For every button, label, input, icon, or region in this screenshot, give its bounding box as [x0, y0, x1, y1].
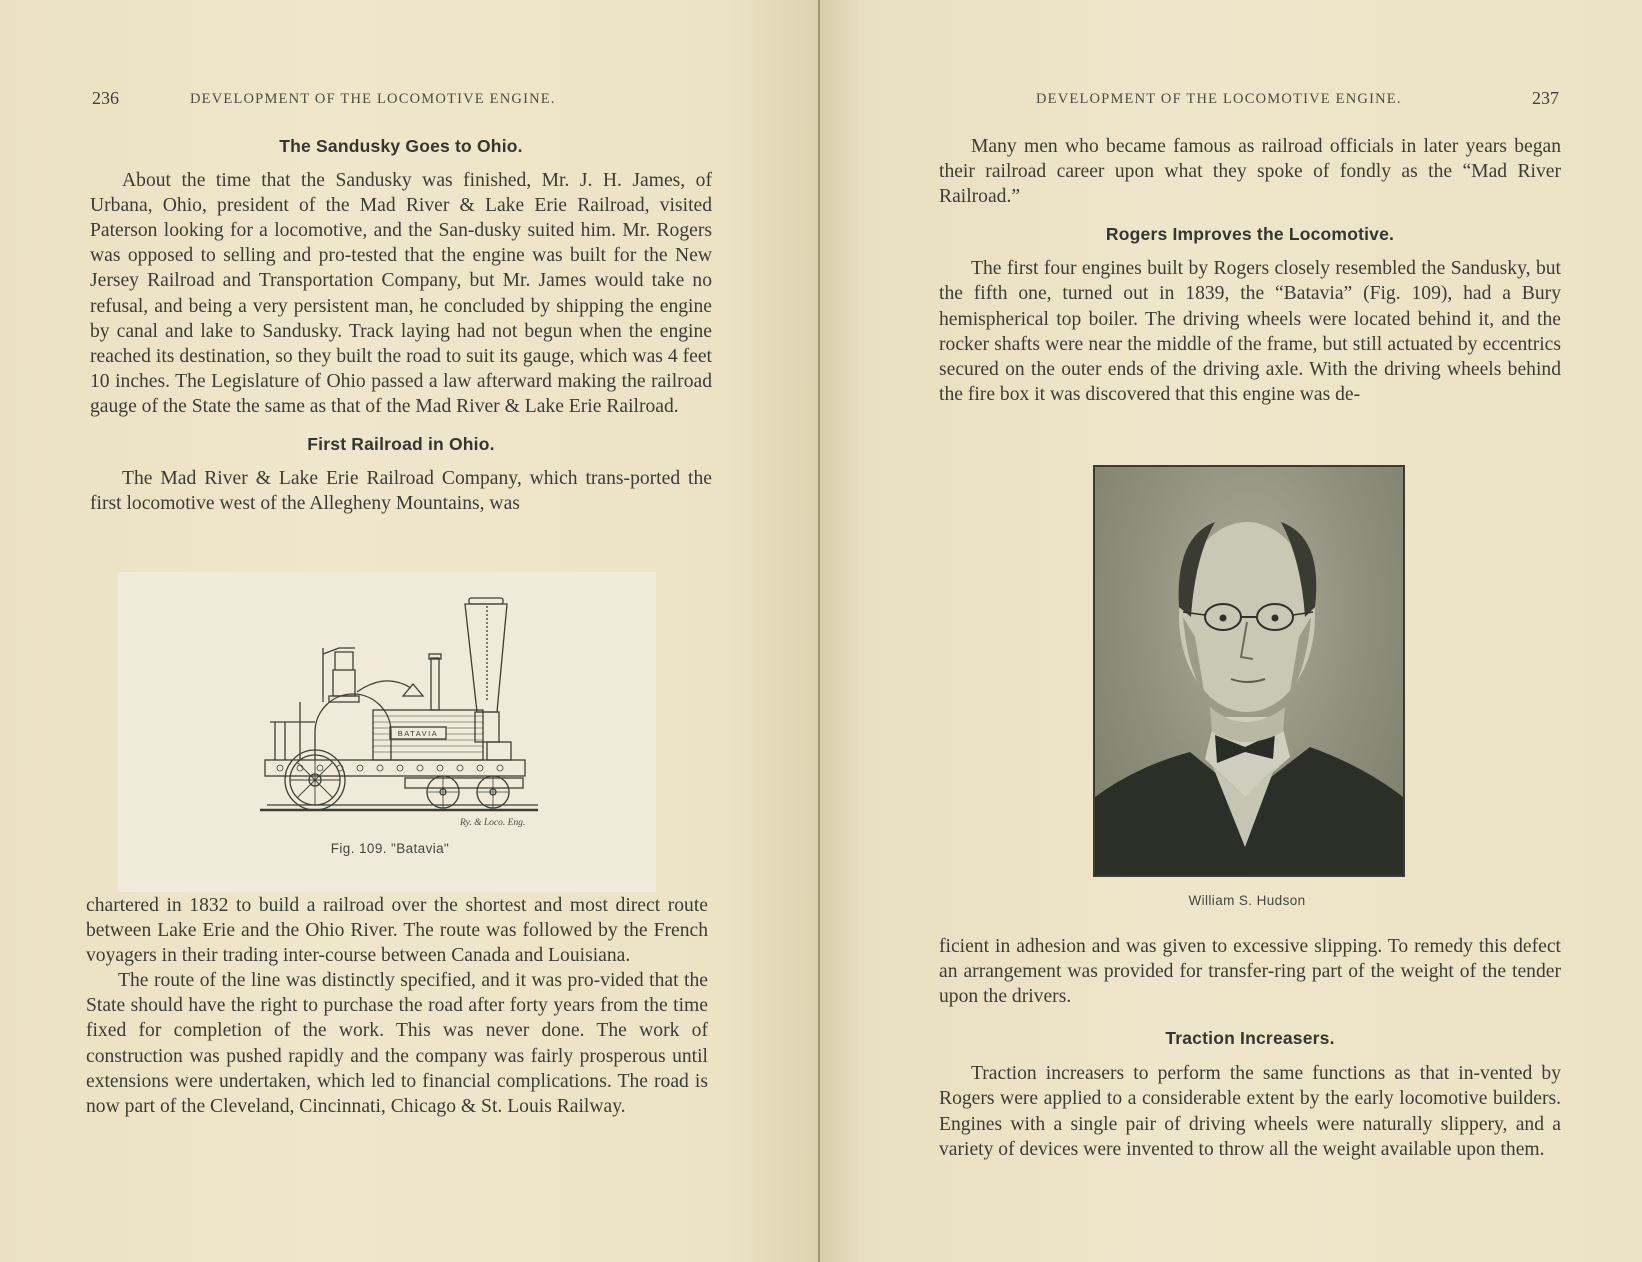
running-head-right: DEVELOPMENT OF THE LOCOMOTIVE ENGINE.: [1036, 91, 1402, 107]
paragraph: The Mad River & Lake Erie Railroad Company, which trans-ported the first locomotive west of the Allegheny Mountains, was: [90, 468, 712, 515]
page-number-right: 237: [1532, 88, 1559, 108]
portrait-photo: [1093, 465, 1405, 877]
paragraph: chartered in 1832 to build a railroad over the shortest and most direct route between Lake Erie and the Ohio River. The route was followed by the French voyagers in their trading inter-course between Canada and Louisiana.: [86, 895, 708, 967]
running-head-left: DEVELOPMENT OF THE LOCOMOTIVE ENGINE.: [190, 91, 556, 107]
paragraph: ficient in adhesion and was given to excessive slipping. To remedy this defect an arrangement was provided for transfer-ring part of the weight of the tender upon the drivers.: [939, 936, 1561, 1008]
paragraph: Many men who became famous as railroad officials in later years began their railroad career upon what they spoke of fondly as the “Mad River Railroad.”: [939, 136, 1561, 208]
right-column-top: [939, 134, 1561, 407]
paragraph: The first four engines built by Rogers closely resembled the Sandusky, but the fifth one, turned out in 1839, the “Batavia” (Fig. 109), had a Bury hemispherical top boiler. The driving wheels were located behind it, and the rocker shafts were near the middle of the frame, but still actuated by eccentrics secured on the outer ends of the driving axle. With the driving wheels behind the fire box it was discovered that this engine was de-: [939, 258, 1561, 405]
left-page: [0, 0, 820, 1262]
paragraph: About the time that the Sandusky was finished, Mr. J. H. James, of Urbana, Ohio, president of the Mad River & Lake Erie Railroad, visited Paterson looking for a locomotive, and the San-dusky suited him. Mr. Rogers was opposed to selling and pro-tested that the engine was built for the New Jersey Railroad and Transportation Company, but Mr. James would take no refusal, and being a very persistent man, he concluded by shipping the engine by canal and lake to Sandusky. Track laying had not begun when the engine reached its destination, so they built the road to suit its gauge, which was 4 feet 10 inches. The Legislature of Ohio passed a law afterward making the railroad gauge of the State the same as that of the Mad River & Lake Erie Railroad.: [90, 170, 712, 417]
portrait-figure: [1095, 467, 1403, 875]
portrait-caption: William S. Hudson: [1188, 893, 1306, 908]
left-column-top: [90, 134, 712, 516]
figure-credit: Ry. & Loco. Eng.: [460, 818, 526, 828]
right-column-bottom: [939, 934, 1561, 1162]
section-heading: Traction Increasers.: [1165, 1028, 1335, 1049]
locomotive-nameplate: BATAVIA: [397, 729, 439, 738]
page-number-left: 236: [92, 88, 119, 108]
paragraph: Traction increasers to perform the same functions as that in-vented by Rogers were applied to a considerable extent by the early locomotive builders. Engines with a single pair of driving wheels were naturally slippery, and a variety of devices were invented to throw all the weight available upon them.: [939, 1063, 1561, 1160]
section-heading: First Railroad in Ohio.: [307, 434, 495, 455]
section-heading: The Sandusky Goes to Ohio.: [279, 136, 523, 156]
figure-caption: Fig. 109. "Batavia": [330, 841, 450, 856]
section-heading: Rogers Improves the Locomotive.: [1105, 224, 1395, 245]
locomotive-illustration: [255, 592, 540, 832]
left-column-bottom: [86, 893, 708, 1119]
paragraph: The route of the line was distinctly specified, and it was pro-vided that the State should have the right to purchase the road after forty years from the time fixed for completion of the work. This was never done. The work of construction was pushed rapidly and the company was fairly prosperous until extensions were undertaken, which led to financial complications. The road is now part of the Cleveland, Cincinnati, Chicago & St. Louis Railway.: [86, 970, 708, 1117]
